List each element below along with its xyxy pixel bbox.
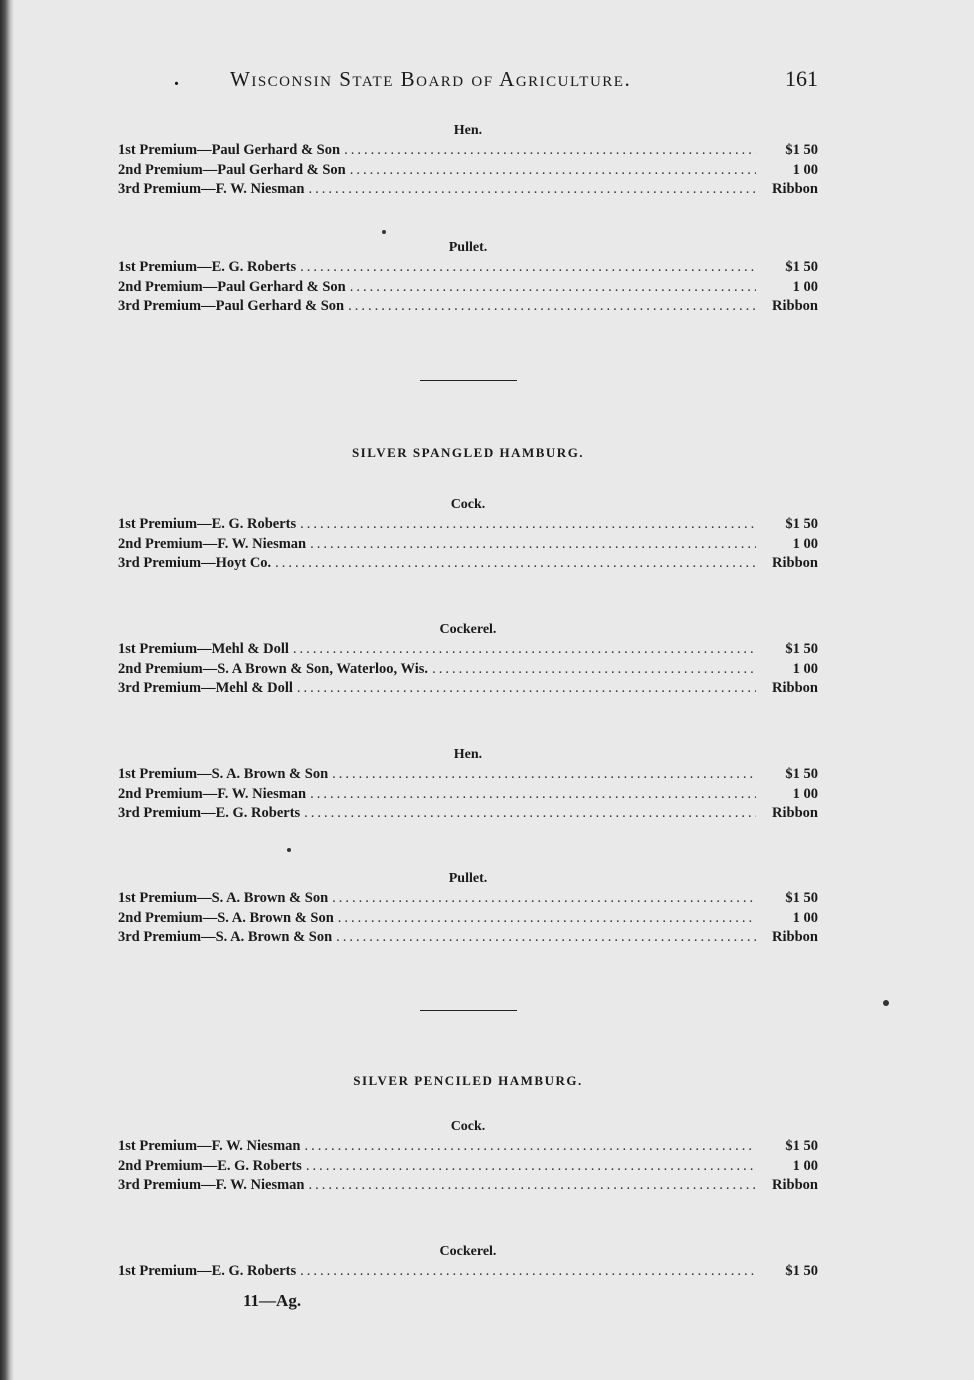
category-cockerel — [118, 620, 818, 699]
entry-award: 1 00 — [792, 1157, 818, 1174]
dot-leader — [293, 640, 756, 660]
award-entry — [118, 297, 818, 317]
category-heading: Pullet. — [448, 871, 488, 886]
section-divider — [420, 380, 517, 381]
dot-leader — [310, 785, 756, 805]
award-entry — [118, 909, 818, 929]
entry-text: 1st Premium—E. G. Roberts — [118, 259, 297, 275]
entry-award: Ribbon — [772, 555, 818, 572]
entry-award: $1 50 — [785, 890, 818, 906]
entry-award: 1 00 — [792, 660, 818, 677]
section-title: SILVER PENCILED HAMBURG. — [353, 1073, 583, 1088]
dot-leader — [309, 1176, 757, 1196]
dot-leader — [310, 535, 756, 555]
dot-leader — [304, 804, 756, 824]
dot-leader — [338, 909, 756, 929]
dot-leader — [300, 1262, 756, 1282]
award-entry — [118, 258, 818, 278]
entry-text: 1st Premium—S. A. Brown & Son — [118, 766, 329, 782]
book-spine-shadow — [0, 0, 14, 1380]
award-entry — [118, 515, 818, 535]
dot-leader — [348, 297, 756, 317]
category-pullet — [118, 238, 818, 317]
entry-award: 1 00 — [792, 785, 818, 802]
dot-leader — [332, 765, 756, 785]
award-entry — [118, 660, 818, 680]
award-entry — [118, 1262, 818, 1282]
entry-text: 2nd Premium—F. W. Niesman — [118, 535, 307, 552]
category-heading: Pullet. — [448, 240, 488, 255]
award-entry — [118, 640, 818, 660]
entry-award: 1 00 — [792, 909, 818, 926]
category-heading: Cockerel. — [439, 1244, 497, 1259]
print-speck — [382, 230, 386, 234]
entry-award: 1 00 — [792, 278, 818, 295]
award-entry — [118, 679, 818, 699]
entry-award: Ribbon — [772, 1177, 818, 1194]
entry-award: $1 50 — [785, 142, 818, 158]
entry-text: 1st Premium—E. G. Roberts — [118, 516, 297, 532]
entry-text: 2nd Premium—E. G. Roberts — [118, 1157, 302, 1174]
category-heading: Cock. — [450, 497, 486, 512]
entry-text: 1st Premium—Paul Gerhard & Son — [118, 142, 341, 158]
dot-leader — [350, 161, 756, 181]
print-speck — [883, 1000, 889, 1006]
entry-award: Ribbon — [772, 680, 818, 697]
signature-mark: 11—Ag. — [243, 1291, 302, 1310]
award-entry — [118, 535, 818, 555]
entry-text: 2nd Premium—S. A. Brown & Son — [118, 909, 334, 926]
entry-text: 1st Premium—S. A. Brown & Son — [118, 890, 329, 906]
entry-text: 2nd Premium—F. W. Niesman — [118, 785, 307, 802]
section-title: SILVER SPANGLED HAMBURG. — [351, 445, 585, 460]
award-entry — [118, 804, 818, 824]
category-heading: Hen. — [453, 123, 483, 138]
dot-leader — [297, 679, 756, 699]
entry-award: $1 50 — [785, 641, 818, 657]
entry-text: 1st Premium—E. G. Roberts — [118, 1263, 297, 1279]
page-header — [118, 64, 818, 94]
entry-award: $1 50 — [785, 766, 818, 782]
award-entry — [118, 1157, 818, 1177]
entry-award: Ribbon — [772, 181, 818, 198]
category-heading: Cock. — [450, 1119, 486, 1134]
entry-award: $1 50 — [785, 1138, 818, 1154]
dot-leader — [309, 180, 757, 200]
category-cock — [118, 495, 818, 574]
entry-award: Ribbon — [772, 805, 818, 822]
entry-text: 3rd Premium—S. A. Brown & Son — [118, 929, 333, 946]
entry-text: 3rd Premium—Hoyt Co. — [118, 555, 272, 572]
dot-leader — [432, 660, 756, 680]
entry-text: 3rd Premium—E. G. Roberts — [118, 805, 301, 822]
award-entry — [118, 928, 818, 948]
award-entry — [118, 278, 818, 298]
header-dot: . — [174, 67, 179, 90]
entry-award: $1 50 — [785, 516, 818, 532]
dot-leader — [350, 278, 756, 298]
section-divider — [420, 1010, 517, 1011]
award-entry — [118, 180, 818, 200]
dot-leader — [336, 928, 756, 948]
entry-text: 2nd Premium—Paul Gerhard & Son — [118, 161, 346, 178]
award-entry — [118, 765, 818, 785]
award-entry — [118, 1137, 818, 1157]
entry-text: 3rd Premium—F. W. Niesman — [118, 181, 305, 198]
entry-award: $1 50 — [785, 259, 818, 275]
award-entry — [118, 785, 818, 805]
category-hen — [118, 121, 818, 200]
entry-award: $1 50 — [785, 1263, 818, 1279]
dot-leader — [304, 1137, 756, 1157]
dot-leader — [332, 889, 756, 909]
entry-award: Ribbon — [772, 298, 818, 315]
award-entry — [118, 889, 818, 909]
category-cock — [118, 1117, 818, 1196]
entry-text: 3rd Premium—Mehl & Doll — [118, 680, 293, 697]
entry-text: 3rd Premium—F. W. Niesman — [118, 1177, 305, 1194]
award-entry — [118, 161, 818, 181]
print-speck — [287, 848, 291, 852]
category-heading: Hen. — [453, 747, 483, 762]
entry-text: 3rd Premium—Paul Gerhard & Son — [118, 298, 345, 315]
entry-text: 2nd Premium—Paul Gerhard & Son — [118, 278, 346, 295]
category-cockerel — [118, 1242, 818, 1282]
entry-text: 1st Premium—F. W. Niesman — [118, 1138, 301, 1154]
entry-text: 2nd Premium—S. A Brown & Son, Waterloo, Wis. — [118, 660, 429, 677]
award-entry — [118, 1176, 818, 1196]
award-entry — [118, 141, 818, 161]
award-entry — [118, 554, 818, 574]
category-heading: Cockerel. — [439, 622, 497, 637]
category-hen — [118, 745, 818, 824]
category-pullet — [118, 869, 818, 948]
dot-leader — [300, 515, 756, 535]
entry-award: 1 00 — [792, 161, 818, 178]
entry-award: Ribbon — [772, 929, 818, 946]
dot-leader — [275, 554, 756, 574]
dot-leader — [344, 141, 756, 161]
entry-award: 1 00 — [792, 535, 818, 552]
running-head-title: Wisconsin State Board of Agriculture. — [230, 66, 632, 91]
page-number: 161 — [785, 66, 818, 91]
dot-leader — [300, 258, 756, 278]
entry-text: 1st Premium—Mehl & Doll — [118, 641, 289, 657]
dot-leader — [306, 1157, 756, 1177]
